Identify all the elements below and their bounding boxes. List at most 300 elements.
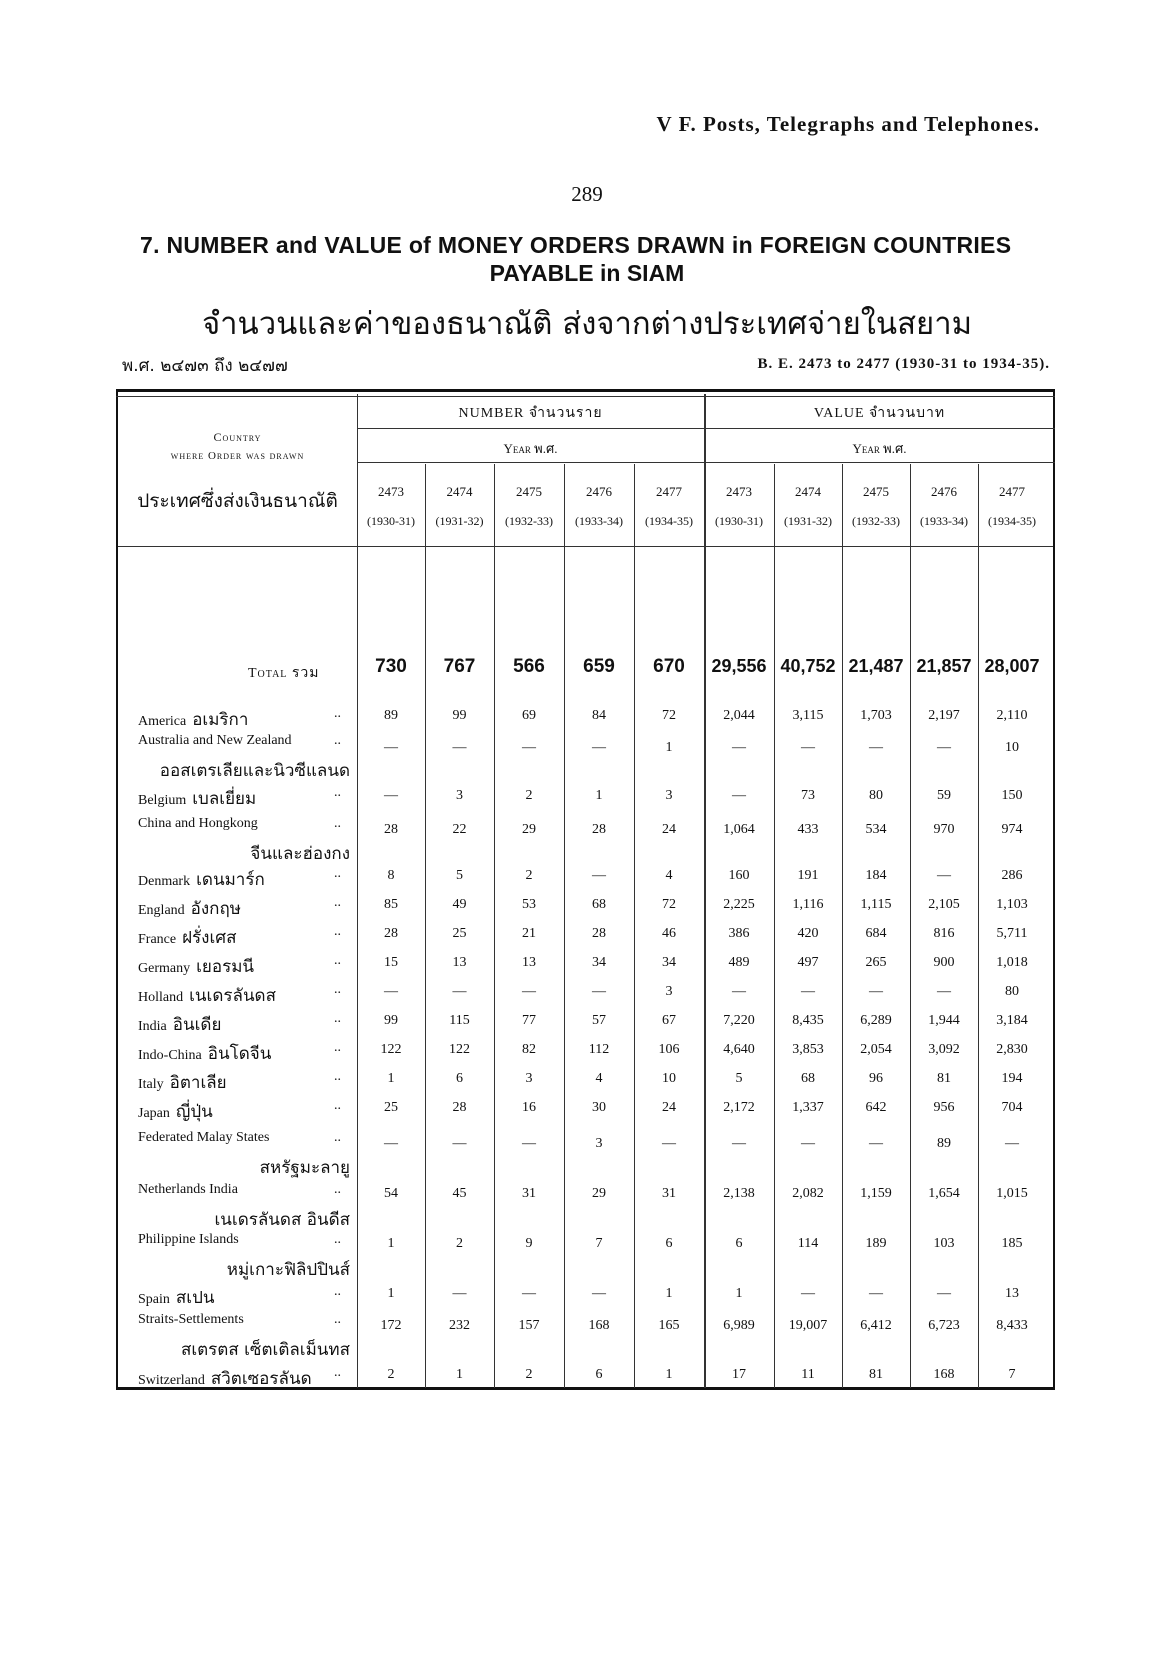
number-cell: 3: [595, 1136, 603, 1151]
value-cell: 11: [801, 1367, 815, 1382]
value-cell: 2,082: [792, 1186, 824, 1201]
number-cell: —: [522, 984, 536, 999]
year-header: 2474: [795, 484, 821, 499]
leader-dots: ..: [334, 1365, 341, 1380]
value-cell: 1,337: [792, 1100, 824, 1115]
leader-dots: ..: [334, 953, 341, 968]
value-cell: 970: [933, 822, 955, 837]
country-name-thai: อินโดจีน: [207, 1044, 272, 1064]
number-cell: 2: [456, 1236, 463, 1251]
number-cell: 77: [522, 1013, 536, 1028]
page-number: 289: [571, 182, 603, 206]
value-cell: 900: [933, 955, 955, 970]
total-value-cell: 40,752: [780, 656, 836, 676]
number-cell: 165: [658, 1318, 680, 1333]
running-head: V F. Posts, Telegraphs and Telephones.: [656, 112, 1040, 136]
value-cell: 103: [933, 1236, 955, 1251]
number-cell: 1: [665, 1286, 673, 1301]
number-cell: 1: [387, 1286, 395, 1301]
country-name-english: America: [138, 714, 187, 729]
value-cell: 7,220: [723, 1013, 755, 1028]
value-cell: 1,944: [928, 1013, 960, 1028]
total-label: Total รวม: [248, 666, 320, 681]
number-cell: 28: [384, 822, 398, 837]
year-header: 2477: [999, 484, 1025, 499]
country-name: [138, 785, 256, 812]
value-cell: 160: [728, 868, 750, 883]
value-cell: 168: [933, 1367, 955, 1382]
number-cell: 3: [665, 788, 673, 803]
country-name-english: Federated Malay States: [138, 1130, 270, 1145]
value-cell: 2,197: [928, 708, 960, 723]
leader-dots: ..: [334, 1040, 341, 1055]
value-cell: 10: [1005, 740, 1019, 755]
country-name-thai: สเตรตส เซ็ตเติลเม็นทส: [180, 1340, 350, 1360]
value-cell: —: [732, 740, 746, 755]
value-cell: 2,044: [723, 708, 755, 723]
country-name-english: Holland: [138, 990, 184, 1005]
country-header: Country: [213, 430, 262, 444]
year-header: 2474: [446, 484, 473, 499]
country-name-english: Italy: [138, 1077, 164, 1092]
value-cell: 386: [728, 926, 750, 941]
number-cell: 45: [452, 1186, 467, 1201]
value-cell: 956: [933, 1100, 955, 1115]
number-cell: 7: [595, 1236, 603, 1251]
value-cell: 194: [1001, 1071, 1023, 1086]
value-cell: 420: [797, 926, 819, 941]
country-name-english: Germany: [138, 961, 191, 976]
number-cell: 10: [662, 1071, 676, 1086]
country-name-thai: ฝรั่งเศส: [182, 928, 237, 948]
number-cell: 31: [662, 1186, 676, 1201]
value-cell: 2,830: [996, 1042, 1028, 1057]
value-cell: 497: [797, 955, 819, 970]
country-name-english: Netherlands India: [138, 1182, 238, 1197]
year-range-header: (1932-33): [852, 514, 900, 528]
leader-dots: ..: [334, 1011, 341, 1026]
value-cell: —: [869, 984, 883, 999]
country-name-english: Spain: [138, 1292, 170, 1307]
value-cell: —: [732, 984, 746, 999]
country-name-thai: ญี่ปุ่น: [175, 1102, 213, 1122]
year-range-header: (1930-31): [367, 514, 415, 528]
year-range-header: (1933-34): [575, 514, 623, 528]
country-name-thai: สวิตเซอรลันด: [210, 1369, 312, 1389]
country-name-english: France: [138, 932, 177, 947]
total-number-cell: 730: [375, 656, 407, 677]
period-thai: พ.ศ. ๒๔๗๓ ถึง ๒๔๗๗: [122, 356, 288, 376]
value-cell: 81: [937, 1071, 951, 1086]
country-name: [138, 1284, 215, 1311]
leader-dots: ..: [334, 895, 341, 910]
year-header: 2473: [726, 484, 752, 499]
value-cell: 265: [865, 955, 887, 970]
leader-dots: ..: [334, 1182, 341, 1197]
value-cell: 6,989: [723, 1318, 755, 1333]
value-cell: 1,018: [996, 955, 1028, 970]
country-name: [138, 924, 236, 951]
value-cell: —: [869, 740, 883, 755]
number-cell: —: [452, 1286, 467, 1301]
year-range-header: (1932-33): [505, 514, 553, 528]
value-cell: 96: [869, 1071, 883, 1086]
leader-dots: ..: [334, 785, 341, 800]
total-number-cell: 659: [583, 656, 615, 677]
group-header-rule: [357, 428, 1055, 429]
number-cell: —: [592, 868, 606, 883]
country-name-thai: ออสเตรเลียและนิวซีแลนด: [159, 761, 350, 781]
year-header: 2476: [931, 484, 957, 499]
country-name-thai: หมู่เกาะฟิลิปปินส์: [226, 1260, 350, 1280]
value-cell: —: [937, 984, 951, 999]
value-cell: 73: [801, 788, 815, 803]
number-cell: 232: [449, 1318, 470, 1333]
number-cell: 72: [662, 897, 676, 912]
value-cell: —: [732, 1136, 746, 1151]
country-name: [138, 866, 265, 893]
number-cell: 29: [592, 1186, 606, 1201]
country-name-english: England: [138, 903, 185, 918]
country-name: [138, 1182, 238, 1198]
year-header: 2473: [378, 484, 404, 499]
country-name-thai: เดนมาร์ก: [196, 870, 265, 890]
number-cell: 168: [588, 1318, 610, 1333]
number-cell: 6: [456, 1071, 463, 1086]
leader-dots: ..: [334, 1069, 341, 1084]
leader-dots: ..: [334, 706, 341, 721]
value-cell: 8,433: [996, 1318, 1028, 1333]
number-cell: —: [452, 740, 467, 755]
country-name: [138, 733, 292, 749]
country-name: [138, 895, 241, 922]
country-name-thai: เนเดรลันดส: [189, 986, 276, 1006]
country-name: [138, 1011, 221, 1038]
number-cell: 157: [518, 1318, 540, 1333]
number-cell: 4: [595, 1071, 603, 1086]
value-cell: 1,654: [928, 1186, 960, 1201]
country-name-english: Switzerland: [138, 1373, 205, 1388]
value-cell: 1,015: [996, 1186, 1028, 1201]
value-cell: 6,723: [928, 1318, 960, 1333]
year-header-rule: [357, 462, 1055, 463]
country-name-thai: สเปน: [175, 1288, 215, 1308]
country-name-english: Philippine Islands: [138, 1232, 239, 1247]
period-english: B. E. 2473 to 2477 (1930-31 to 1934-35).: [757, 356, 1050, 372]
number-cell: 13: [522, 955, 536, 970]
number-cell: 24: [662, 1100, 676, 1115]
country-name-english: Indo-China: [138, 1048, 202, 1063]
value-cell: 642: [865, 1100, 887, 1115]
country-name-english: India: [138, 1019, 167, 1034]
country-header-thai: ประเทศซึ่งส่งเงินธนาณัติ: [137, 490, 338, 512]
country-name: [138, 1232, 239, 1248]
table-title: 7. NUMBER and VALUE of MONEY ORDERS DRAWN in FOREIGN COUNTRIES: [140, 232, 1012, 258]
number-cell: 2: [525, 1367, 533, 1382]
value-cell: 2,138: [723, 1186, 755, 1201]
number-cell: 72: [662, 708, 676, 723]
value-cell: 816: [933, 926, 955, 941]
total-value-cell: 29,556: [711, 656, 767, 676]
year-range-header: (1931-32): [435, 514, 484, 528]
value-cell: 89: [937, 1136, 951, 1151]
country-name-thai: อเมริกา: [192, 710, 249, 730]
year-range-header: (1931-32): [784, 514, 832, 528]
value-cell: 1,115: [860, 897, 892, 912]
number-cell: 34: [662, 955, 676, 970]
number-cell: 1: [595, 788, 603, 803]
value-cell: —: [869, 1136, 883, 1151]
value-cell: 6: [735, 1236, 743, 1251]
number-cell: 8: [387, 868, 395, 883]
number-cell: 28: [592, 926, 606, 941]
value-cell: 1,703: [860, 708, 892, 723]
number-cell: 5: [456, 868, 463, 883]
value-cell: 1,064: [723, 822, 755, 837]
number-cell: 99: [452, 708, 467, 723]
value-cell: 80: [1005, 984, 1019, 999]
value-cell: 489: [728, 955, 750, 970]
country-name-thai: เยอรมนี: [196, 957, 255, 977]
value-cell: 114: [797, 1236, 819, 1251]
year-header: 2475: [863, 484, 889, 499]
value-cell: 8,435: [792, 1013, 824, 1028]
country-name-english: Denmark: [138, 874, 191, 889]
value-cell: 3,184: [996, 1013, 1028, 1028]
number-cell: —: [384, 984, 398, 999]
value-cell: 5,711: [996, 926, 1028, 941]
value-cell: 184: [865, 868, 887, 883]
year-header: 2476: [586, 484, 612, 499]
value-cell: 2,054: [860, 1042, 892, 1057]
value-cell: 1,159: [860, 1186, 892, 1201]
country-name-english: Japan: [138, 1106, 170, 1121]
value-cell: 5: [735, 1071, 743, 1086]
number-cell: —: [452, 1136, 467, 1151]
value-cell: —: [869, 1286, 883, 1301]
value-cell: 433: [797, 822, 819, 837]
year-range-header: (1930-31): [715, 514, 763, 528]
country-name-english: Australia and New Zealand: [138, 733, 292, 748]
country-name: [138, 1040, 271, 1067]
number-cell: —: [662, 1136, 676, 1151]
value-cell: 6,289: [860, 1013, 892, 1028]
number-cell: —: [522, 1286, 536, 1301]
value-group-header: VALUE จำนวนบาท: [813, 406, 946, 421]
number-cell: 1: [387, 1071, 395, 1086]
value-cell: 150: [1001, 788, 1023, 803]
leader-dots: ..: [334, 1098, 341, 1113]
number-cell: 99: [384, 1013, 398, 1028]
number-cell: 122: [380, 1042, 402, 1057]
number-cell: 106: [658, 1042, 680, 1057]
total-value-cell: 21,857: [916, 656, 972, 676]
value-cell: 4,640: [723, 1042, 755, 1057]
total-number-cell: 767: [443, 656, 476, 677]
number-cell: —: [592, 984, 606, 999]
value-cell: 81: [869, 1367, 883, 1382]
value-cell: —: [801, 740, 815, 755]
country-name-thai: เนเดรลันดส อินดีส: [214, 1210, 350, 1230]
value-cell: —: [937, 868, 951, 883]
number-cell: 3: [525, 1071, 533, 1086]
country-name: [138, 1098, 213, 1125]
value-cell: 185: [1001, 1236, 1023, 1251]
number-cell: 15: [384, 955, 398, 970]
country-name-english: China and Hongkong: [138, 816, 258, 831]
number-cell: 6: [595, 1367, 603, 1382]
frame-inner-rule: [116, 396, 1055, 397]
number-cell: 13: [452, 955, 467, 970]
leader-dots: ..: [334, 1312, 341, 1327]
number-cell: 57: [592, 1013, 606, 1028]
number-cell: 16: [522, 1100, 536, 1115]
value-cell: 286: [1001, 868, 1023, 883]
number-cell: —: [522, 740, 536, 755]
value-cell: 7: [1008, 1367, 1016, 1382]
leader-dots: ..: [334, 816, 341, 831]
number-cell: 1: [387, 1236, 395, 1251]
number-cell: 2: [387, 1367, 395, 1382]
value-cell: 191: [797, 868, 819, 883]
value-cell: 1,103: [996, 897, 1028, 912]
country-name-thai: สหรัฐมะลายู: [259, 1158, 350, 1178]
number-cell: 54: [384, 1186, 398, 1201]
country-name-english: Straits-Settlements: [138, 1312, 244, 1327]
number-cell: 3: [456, 788, 463, 803]
value-cell: —: [801, 984, 815, 999]
country-name: [138, 1312, 244, 1328]
value-cell: 3,853: [792, 1042, 824, 1057]
number-cell: 67: [662, 1013, 676, 1028]
year-range-header: (1934-35): [645, 514, 693, 528]
number-cell: —: [592, 740, 606, 755]
leader-dots: ..: [334, 1130, 341, 1145]
number-cell: 9: [525, 1236, 533, 1251]
value-cell: —: [937, 740, 951, 755]
number-cell: 85: [384, 897, 398, 912]
country-name: [138, 1130, 269, 1146]
value-cell: 1,116: [792, 897, 824, 912]
number-cell: 28: [452, 1100, 467, 1115]
country-name-thai: จีนและฮ่องกง: [250, 844, 350, 864]
value-cell: 1: [735, 1286, 743, 1301]
leader-dots: ..: [334, 866, 341, 881]
number-cell: 1: [456, 1367, 463, 1382]
value-cell: 684: [865, 926, 887, 941]
number-cell: 21: [522, 926, 536, 941]
value-cell: 6,412: [860, 1318, 892, 1333]
number-cell: 82: [522, 1042, 536, 1057]
year-header: 2475: [516, 484, 542, 499]
country-name: [138, 953, 254, 980]
value-cell: 2,225: [723, 897, 755, 912]
leader-dots: ..: [334, 733, 341, 748]
number-cell: 28: [384, 926, 398, 941]
number-cell: 22: [452, 822, 467, 837]
year-range-header: (1933-34): [920, 514, 968, 528]
year-header: 2477: [656, 484, 682, 499]
year-label: Year พ.ศ.: [503, 441, 558, 456]
number-cell: 25: [384, 1100, 398, 1115]
number-cell: 6: [665, 1236, 673, 1251]
value-cell: 59: [937, 788, 951, 803]
country-name: [138, 706, 248, 733]
number-cell: 49: [452, 897, 467, 912]
value-cell: 17: [732, 1367, 746, 1382]
country-name: [138, 1069, 227, 1096]
number-cell: 1: [665, 740, 673, 755]
total-number-cell: 566: [513, 656, 545, 677]
value-cell: 68: [801, 1071, 815, 1086]
number-cell: 122: [449, 1042, 470, 1057]
value-cell: 974: [1001, 822, 1023, 837]
value-cell: —: [1005, 1136, 1019, 1151]
number-cell: 34: [592, 955, 606, 970]
number-cell: 31: [522, 1186, 536, 1201]
leader-dots: ..: [334, 924, 341, 939]
leader-dots: ..: [334, 1232, 341, 1247]
total-number-cell: 670: [653, 656, 685, 677]
country-name: [138, 816, 258, 832]
number-cell: 69: [522, 708, 536, 723]
value-cell: 3,115: [792, 708, 824, 723]
number-cell: 112: [588, 1042, 610, 1057]
value-cell: 2,110: [996, 708, 1028, 723]
number-cell: 28: [592, 822, 606, 837]
number-cell: 115: [449, 1013, 470, 1028]
total-value-cell: 21,487: [848, 656, 904, 676]
value-cell: 80: [869, 788, 883, 803]
value-cell: —: [732, 788, 746, 803]
number-cell: —: [452, 984, 467, 999]
number-cell: 46: [662, 926, 676, 941]
value-cell: 2,172: [723, 1100, 755, 1115]
value-cell: 3,092: [928, 1042, 960, 1057]
value-cell: 13: [1005, 1286, 1019, 1301]
country-name-english: Belgium: [138, 793, 187, 808]
table-title-thai: จำนวนและค่าของธนาณัติ ส่งจากต่างประเทศจ่ายในสยาม: [201, 306, 973, 342]
value-cell: 2,105: [928, 897, 960, 912]
country-name: [138, 1365, 312, 1392]
country-name-thai: อังกฤษ: [190, 899, 241, 919]
value-cell: 189: [865, 1236, 887, 1251]
leader-dots: ..: [334, 1284, 341, 1299]
number-cell: 4: [665, 868, 673, 883]
number-cell: —: [522, 1136, 536, 1151]
number-cell: 24: [662, 822, 676, 837]
number-cell: —: [384, 1136, 398, 1151]
value-cell: 534: [865, 822, 887, 837]
value-cell: 704: [1001, 1100, 1023, 1115]
total-value-cell: 28,007: [984, 656, 1040, 676]
value-cell: —: [937, 1286, 951, 1301]
number-cell: 29: [522, 822, 536, 837]
number-cell: 3: [665, 984, 673, 999]
number-group-header: NUMBER จำนวนราย: [458, 406, 603, 421]
number-cell: 89: [384, 708, 398, 723]
country-name-thai: อิตาเลีย: [169, 1073, 227, 1093]
number-cell: 172: [380, 1318, 402, 1333]
number-cell: —: [592, 1286, 606, 1301]
number-cell: 2: [525, 868, 533, 883]
country-name-thai: เบลเยี่ยม: [192, 789, 257, 809]
number-cell: —: [384, 788, 398, 803]
number-cell: 68: [592, 897, 606, 912]
number-cell: 2: [525, 788, 533, 803]
country-name: [138, 982, 276, 1009]
year-label: Year พ.ศ.: [852, 441, 907, 456]
